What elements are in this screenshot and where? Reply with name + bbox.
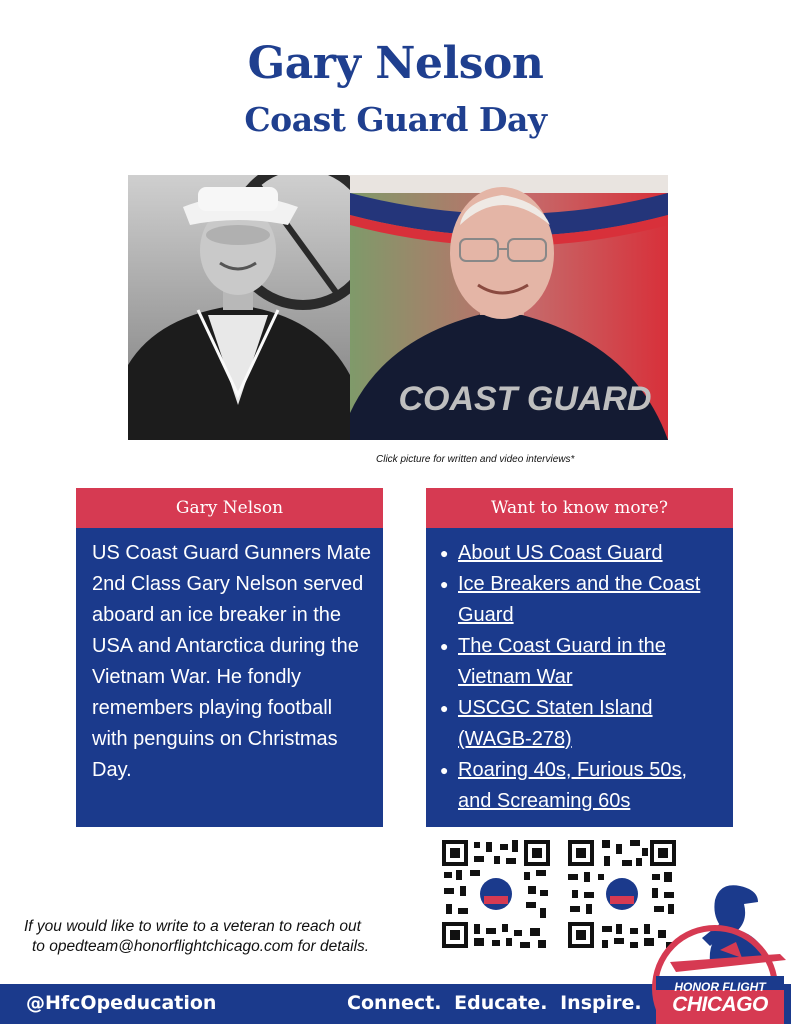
bullet-icon: ● bbox=[440, 762, 449, 778]
contact-note bbox=[24, 917, 434, 957]
honor-flight-logo bbox=[640, 880, 791, 1024]
page-subtitle: Coast Guard Day bbox=[244, 100, 547, 139]
shirt-text: COAST GUARD bbox=[398, 380, 652, 418]
bullet-icon: ● bbox=[440, 545, 449, 561]
link-vietnam-war[interactable]: The Coast Guard in the Vietnam War bbox=[458, 635, 666, 688]
more-info-card bbox=[426, 488, 733, 827]
bio-card bbox=[76, 488, 383, 827]
link-staten-island[interactable]: USCGC Staten Island (WAGB-278) bbox=[458, 697, 653, 750]
bullet-icon: ● bbox=[440, 576, 449, 592]
page-title: Gary Nelson bbox=[247, 38, 544, 89]
link-ice-breakers[interactable]: Ice Breakers and the Coast Guard bbox=[458, 573, 701, 626]
bullet-icon: ● bbox=[440, 700, 449, 716]
bio-card-heading: Gary Nelson bbox=[76, 488, 383, 528]
logo-text-chicago: CHICAGO bbox=[672, 993, 768, 1016]
list-item bbox=[440, 538, 725, 569]
resource-links bbox=[426, 528, 733, 817]
bio-text: US Coast Guard Gunners Mate 2nd Class Gary Nelson served aboard an ice breaker in the USA and Antarctica during the Vietnam War. He fondly remembers playing football with penguins on Christmas Day. bbox=[92, 542, 372, 781]
list-item bbox=[440, 755, 725, 817]
bullet-icon: ● bbox=[440, 638, 449, 654]
link-about-coast-guard[interactable]: About US Coast Guard bbox=[458, 542, 663, 564]
more-info-heading: Want to know more? bbox=[426, 488, 733, 528]
social-handle[interactable]: @HfcOpeducation bbox=[26, 992, 217, 1014]
tagline: Connect. Educate. Inspire. bbox=[347, 992, 642, 1014]
list-item bbox=[440, 631, 725, 693]
list-item bbox=[440, 569, 725, 631]
list-item bbox=[440, 693, 725, 755]
contact-note-line2: to opedteam@honorflightchicago.com for details. bbox=[32, 938, 370, 955]
young-sailor-photo[interactable] bbox=[128, 175, 350, 440]
logo-text-honor-flight: HONOR FLIGHT bbox=[674, 980, 766, 994]
qr-code-written-interview[interactable] bbox=[440, 838, 552, 950]
photo-caption: Click picture for written and video interviews* bbox=[376, 454, 575, 465]
link-roaring-40s[interactable]: Roaring 40s, Furious 50s, and Screaming 60s bbox=[458, 759, 688, 812]
contact-note-line1: If you would like to write to a veteran to reach out bbox=[24, 918, 361, 935]
veteran-photo[interactable] bbox=[350, 175, 668, 440]
